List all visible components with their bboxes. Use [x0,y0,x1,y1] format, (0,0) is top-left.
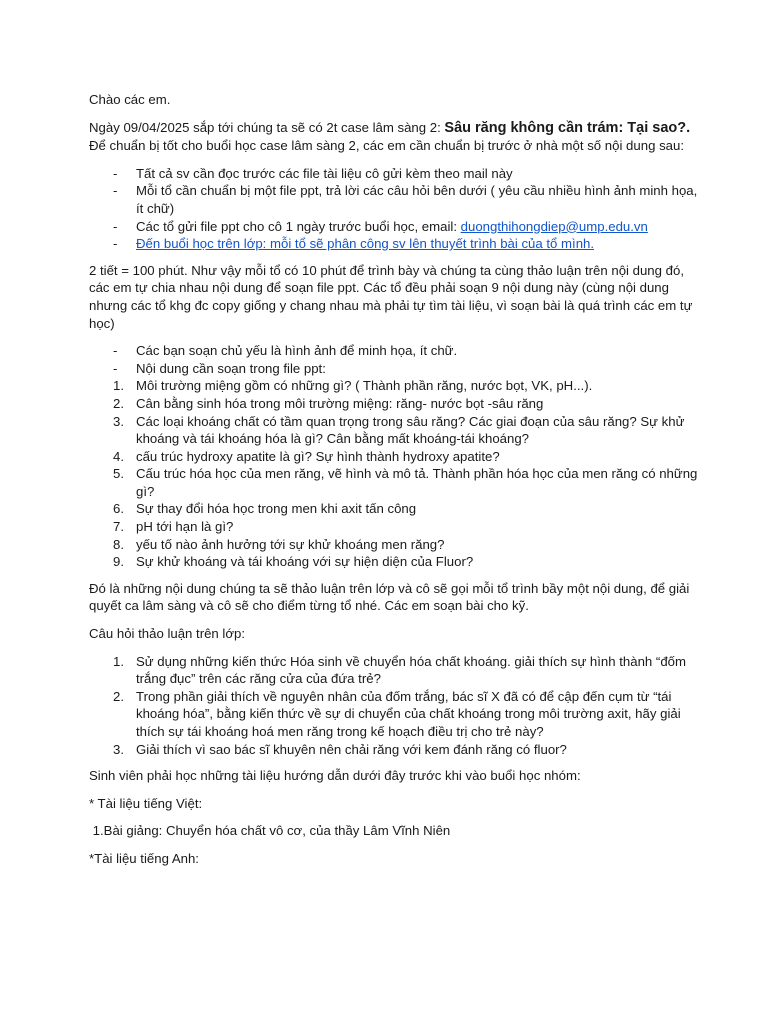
discussion-paragraph: Đó là những nội dung chúng ta sẽ thảo luận trên lớp và cô sẽ gọi mỗi tổ trình bầy một nội dung, để giải quyết ca lâm sàng và cô sẽ cho điểm từng tổ nhé. Các em soạn bài cho kỹ. [89,580,690,614]
list-item: 1. Sử dụng những kiến thức Hóa sinh về chuyển hóa chất khoáng. giải thích sự hình thành “đốm trắng đục” trên các răng cửa của đứa trẻ? [113,653,686,687]
list-item [89,235,698,253]
presentation-link[interactable]: Đến buổi học trên lớp: mỗi tổ sẽ phân công sv lên thuyết trình bài của tổ mình. [136,236,595,252]
dash-bullet: - [113,218,118,234]
dash-bullet: - [113,236,118,252]
email-link[interactable]: duongthihongdiep@ump.edu.vn [460,218,648,234]
list-item: 3. Giải thích vì sao bác sĩ khuyên nên chải răng với kem đánh răng có fluor? [113,741,567,757]
vn-materials-heading: * Tài liệu tiếng Việt: [89,795,203,811]
questions-list [89,653,698,759]
content-list [89,377,698,571]
list-item: 9. Sự khử khoáng và tái khoáng với sự hiện diện của Fluor? [113,554,474,570]
list-item: - Các tổ gửi file ppt cho cô 1 ngày trước buổi học, email: duongthihongdiep@ump.edu.vn [113,218,648,234]
list-item: 6. Sự thay đổi hóa học trong men khi axit tấn công [113,501,417,517]
list-item: - Nội dung cần soạn trong file ppt: [113,360,326,376]
questions-heading: Câu hỏi thảo luận trên lớp: [89,626,246,642]
list-item: 3. Các loại khoáng chất có tầm quan trọng trong sâu răng? Các giai đoạn của sâu răng? Sự khử khoáng và tái khoáng hóa là gì? Cân bằng mất khoáng-tái khoáng? [113,413,685,447]
en-materials-heading: *Tài liệu tiếng Anh: [89,850,199,866]
list-item: 1. Môi trường miệng gồm có những gì? ( Thành phần răng, nước bọt, VK, pH...). [113,378,593,394]
list-item: - Mỗi tổ cần chuẩn bị một file ppt, trả lời các câu hỏi bên dưới ( yêu cầu nhiều hình ảnh minh họa, ít chữ) [113,183,698,216]
list-item: 7. pH tới hạn là gì? [113,519,234,535]
dash-bullet: - [113,165,118,181]
vn-material-item: 1.Bài giảng: Chuyển hóa chất vô cơ, của thầy Lâm Vĩnh Niên [89,823,451,839]
time-paragraph: 2 tiết = 100 phút. Như vậy mỗi tổ có 10 phút để trình bày và chúng ta cùng thảo luận trên nội dung đó, các em tự chia nhau nội dung để soạn file ppt. Các tổ đều phải soạn 9 nội dung này (cùng nội dung nhưng các tổ khg đc copy giống y chang nhau mà phải tự tìm tài liệu, vì soạn bài là quá trình các em tự học) [89,262,693,331]
list-item: - Các bạn soạn chủ yếu là hình ảnh để minh họa, ít chữ. [113,343,458,359]
dash-bullet: - [113,343,118,359]
dash-bullet: - [113,360,118,376]
list-item: 2. Cân bằng sinh hóa trong môi trường miệng: răng- nước bọt -sâu răng [113,395,544,411]
list-item: 5. Cấu trúc hóa học của men răng, vẽ hình và mô tả. Thành phần hóa học của men răng có những gì? [113,466,698,499]
notes-list [89,342,698,377]
list-item: 8. yếu tố nào ảnh hưởng tới sự khử khoáng men răng? [113,536,445,552]
list-item: 2. Trong phần giải thích về nguyên nhân của đốm trắng, bác sĩ X đã có để cập đến cụm từ “tái khoáng hóa”, bằng kiến thức về sự di chuyển của chất khoáng trong môi trường axit, hãy giải thích sự tái khoáng hoá men răng trong kế hoạch điều trị cho trẻ này? [113,688,681,739]
greeting: Chào các em. [89,92,171,107]
intro-text-rest: Để chuẩn bị tốt cho buổi học case lâm sàng 2, các em cần chuẩn bị trước ở nhà một số nội dung sau: [89,138,684,154]
materials-paragraph: Sinh viên phải học những tài liệu hướng dẫn dưới đây trước khi vào buổi học nhóm: [89,768,581,784]
list-item: 4. cấu trúc hydroxy apatite là gì? Sự hình thành hydroxy apatite? [113,448,500,464]
prep-list [89,165,698,253]
intro-text: Ngày 09/04/2025 sắp tới chúng ta sẽ có 2t case lâm sàng 2: [89,119,445,135]
dash-bullet: - [113,183,118,199]
list-item: - Tất cả sv cần đọc trước các file tài liệu cô gửi kèm theo mail này [113,165,513,181]
case-title: Sâu răng không cần trám: Tại sao?. [444,119,691,136]
intro-paragraph [89,119,698,155]
